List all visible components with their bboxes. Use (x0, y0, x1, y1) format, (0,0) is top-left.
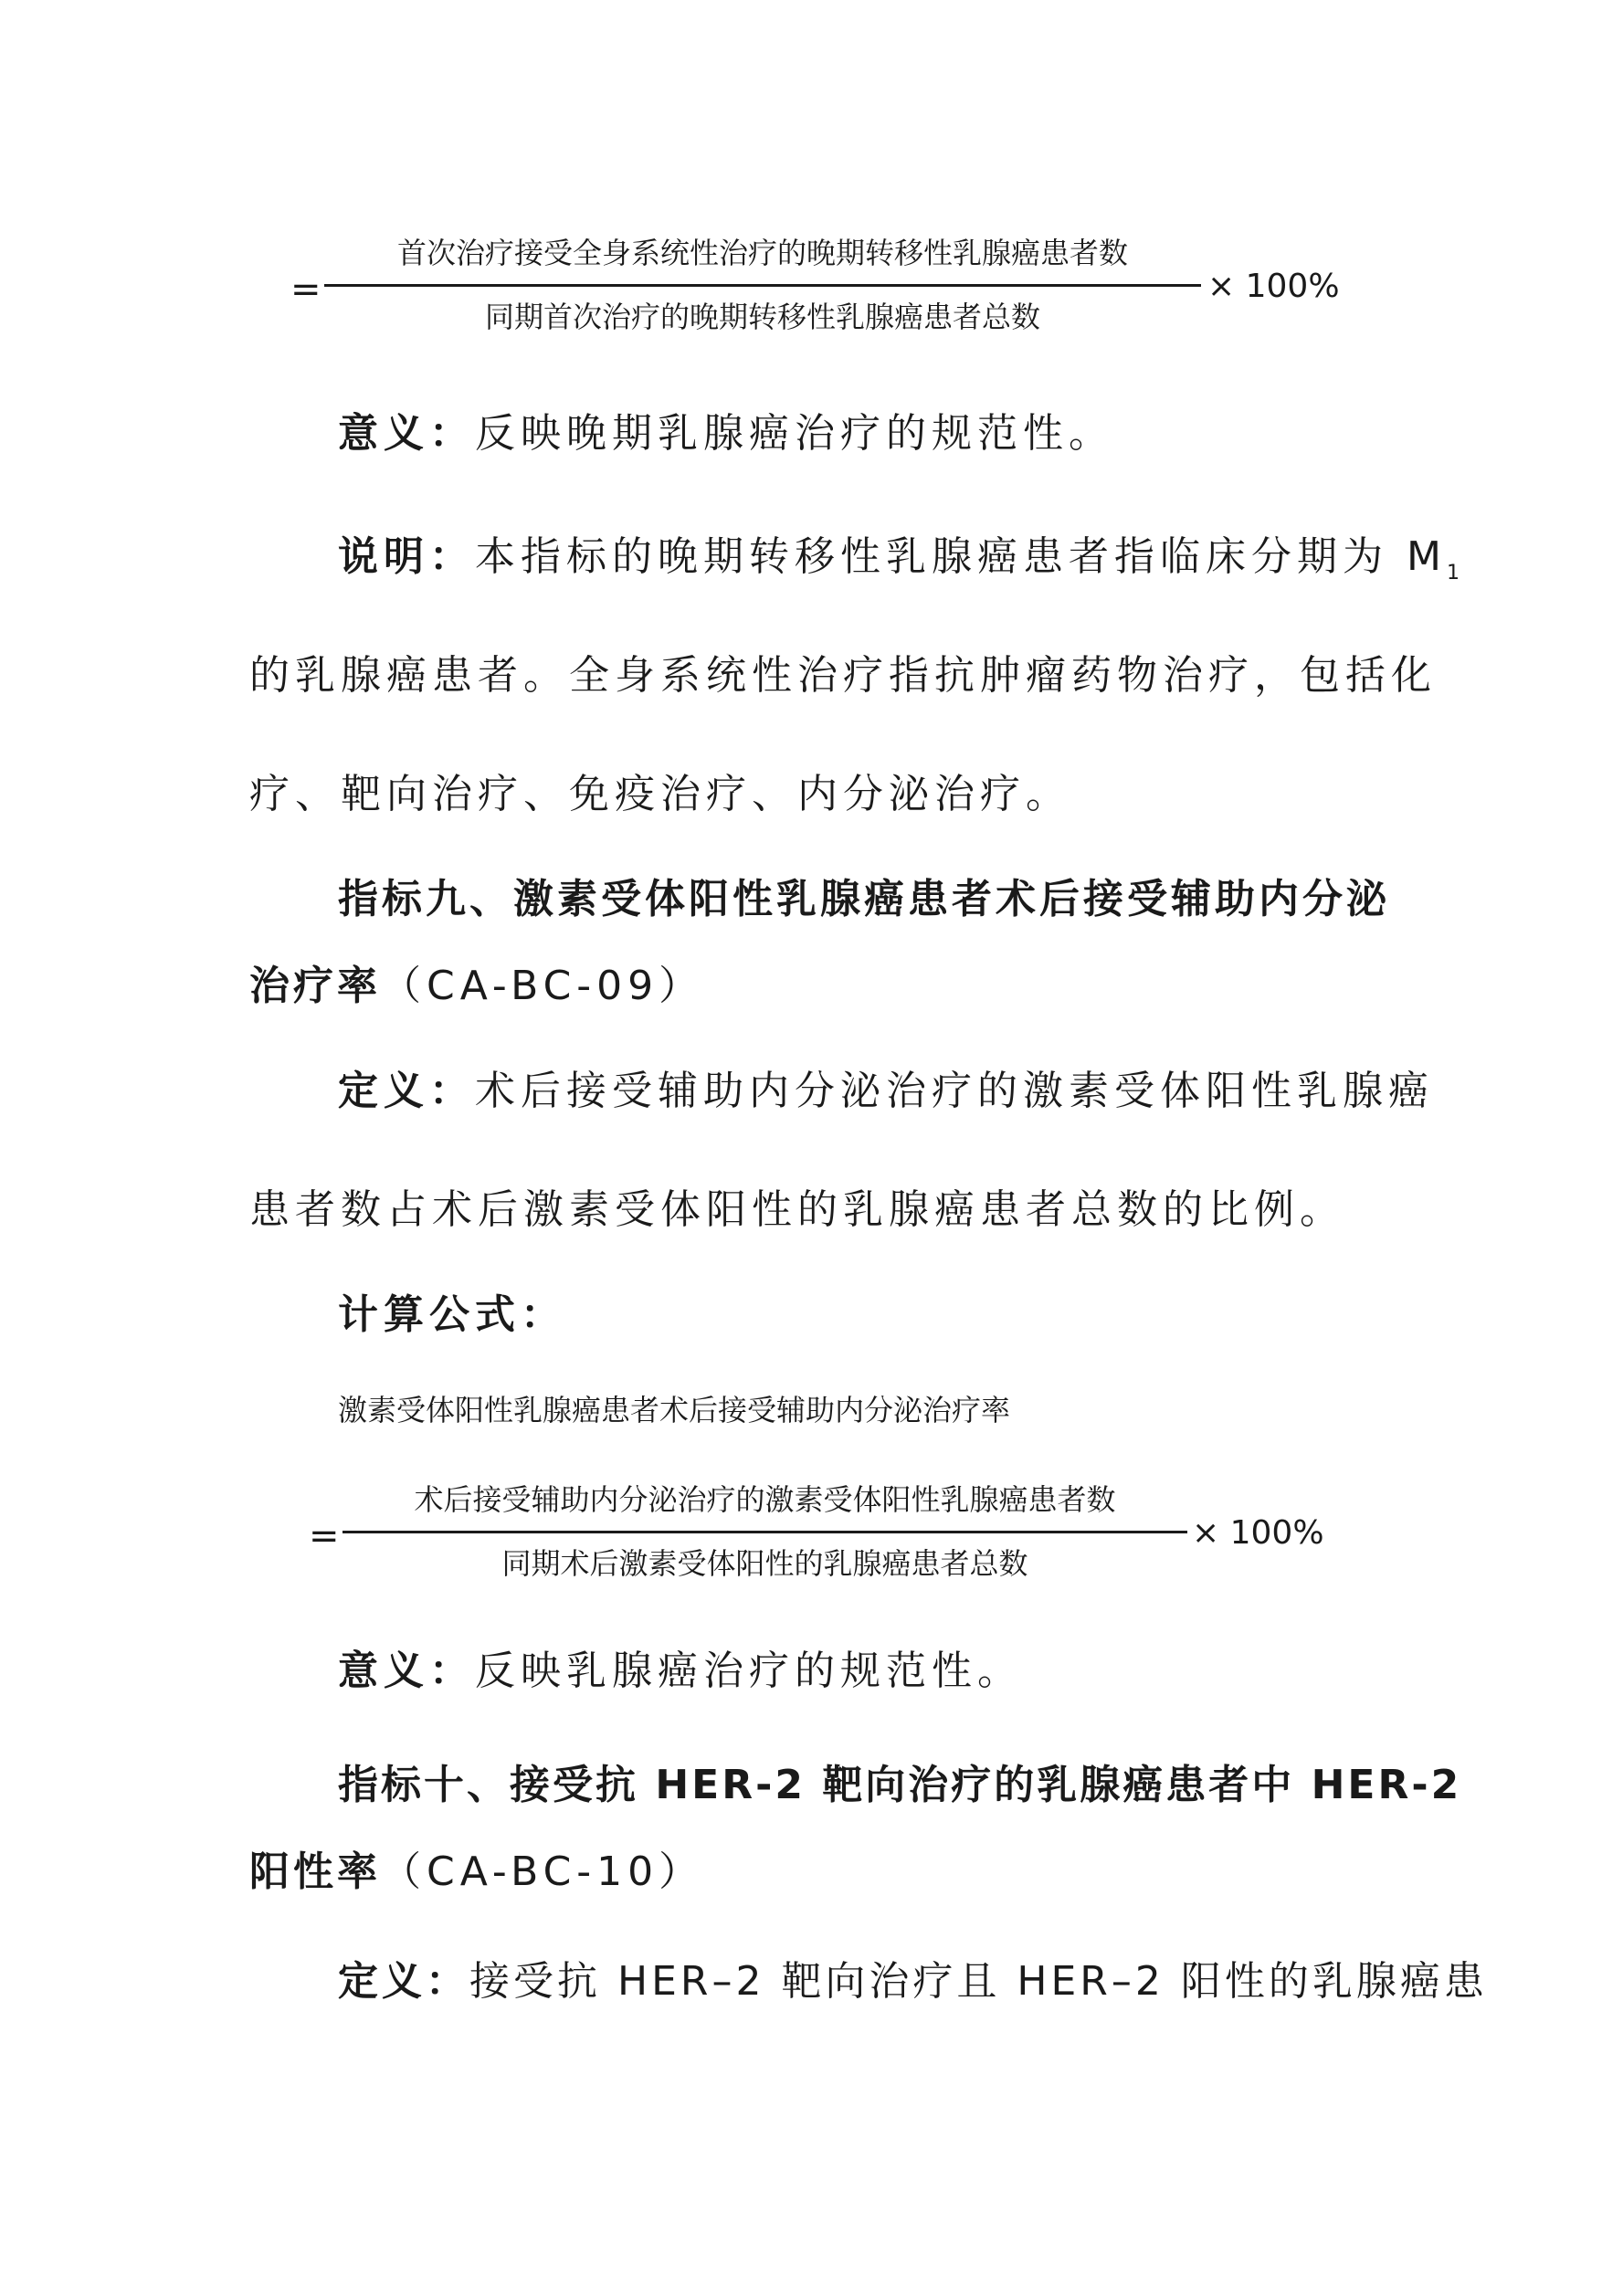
meaning-label: 意义： (338, 410, 475, 457)
definition-line-1 (338, 1064, 1434, 1119)
indicator-10-heading-cont (249, 1845, 704, 1900)
definition-label: 定义： (338, 1068, 475, 1114)
equals-sign: = (309, 1515, 340, 1557)
formula-numerator: 术后接受辅助内分泌治疗的激素受体阳性乳腺癌患者数 (414, 1482, 1116, 1517)
formula-denominator: 同期首次治疗的晚期转移性乳腺癌患者总数 (484, 300, 1040, 334)
indicator-10-heading: 指标十、接受抗 HER-2 靶向治疗的乳腺癌患者中 HER-2 (338, 1762, 1462, 1808)
calc-formula-label: 计算公式： (338, 1291, 566, 1338)
indicator-10-title-end: 阳性率 (249, 1848, 381, 1895)
fraction-bar (324, 284, 1201, 287)
definition-line-2: 患者数占术后激素受体阳性的乳腺癌患者总数的比例。 (249, 1186, 1345, 1233)
meaning-paragraph (338, 406, 1114, 461)
indicator-10-code: （CA-BC-10） (381, 1848, 705, 1895)
definition-10-line-1 (338, 1954, 1488, 2009)
meaning-label: 意义： (338, 1648, 475, 1694)
formula-numerator: 首次治疗接受全身系统性治疗的晚期转移性乳腺癌患者数 (396, 236, 1128, 270)
equals-sign: = (290, 269, 321, 311)
meaning-paragraph-2 (338, 1644, 1023, 1699)
stage-subscript: 1 (1446, 561, 1465, 585)
note-line-1 (338, 530, 1465, 601)
indicator-9-title-end: 治疗率 (249, 963, 381, 1009)
definition-text: 术后接受辅助内分泌治疗的激素受体阳性乳腺癌 (475, 1068, 1434, 1114)
note-line-3: 疗、靶向治疗、免疫治疗、内分泌治疗。 (249, 771, 1071, 817)
formula-denominator: 同期术后激素受体阳性的乳腺癌患者总数 (501, 1546, 1028, 1581)
multiplier: × 100% (1207, 268, 1340, 305)
indicator-9-heading-cont (249, 959, 704, 1014)
multiplier: × 100% (1192, 1514, 1324, 1552)
note-text: 本指标的晚期转移性乳腺癌患者指临床分期为 M (475, 533, 1447, 580)
note-line-2: 的乳腺癌患者。全身系统性治疗指抗肿瘤药物治疗，包括化 (249, 652, 1437, 699)
meaning-text: 反映晚期乳腺癌治疗的规范性。 (475, 410, 1114, 457)
meaning-text: 反映乳腺癌治疗的规范性。 (475, 1648, 1023, 1694)
fraction-bar (343, 1531, 1187, 1533)
note-label: 说明： (338, 533, 475, 580)
definition-text: 接受抗 HER–2 靶向治疗且 HER–2 阳性的乳腺癌患 (469, 1958, 1488, 2005)
indicator-9-heading: 指标九、激素受体阳性乳腺癌患者术后接受辅助内分泌 (338, 876, 1390, 922)
formula-name: 激素受体阳性乳腺癌患者术后接受辅助内分泌治疗率 (338, 1393, 1011, 1427)
definition-label: 定义： (338, 1958, 469, 2005)
indicator-9-code: （CA-BC-09） (381, 963, 705, 1009)
